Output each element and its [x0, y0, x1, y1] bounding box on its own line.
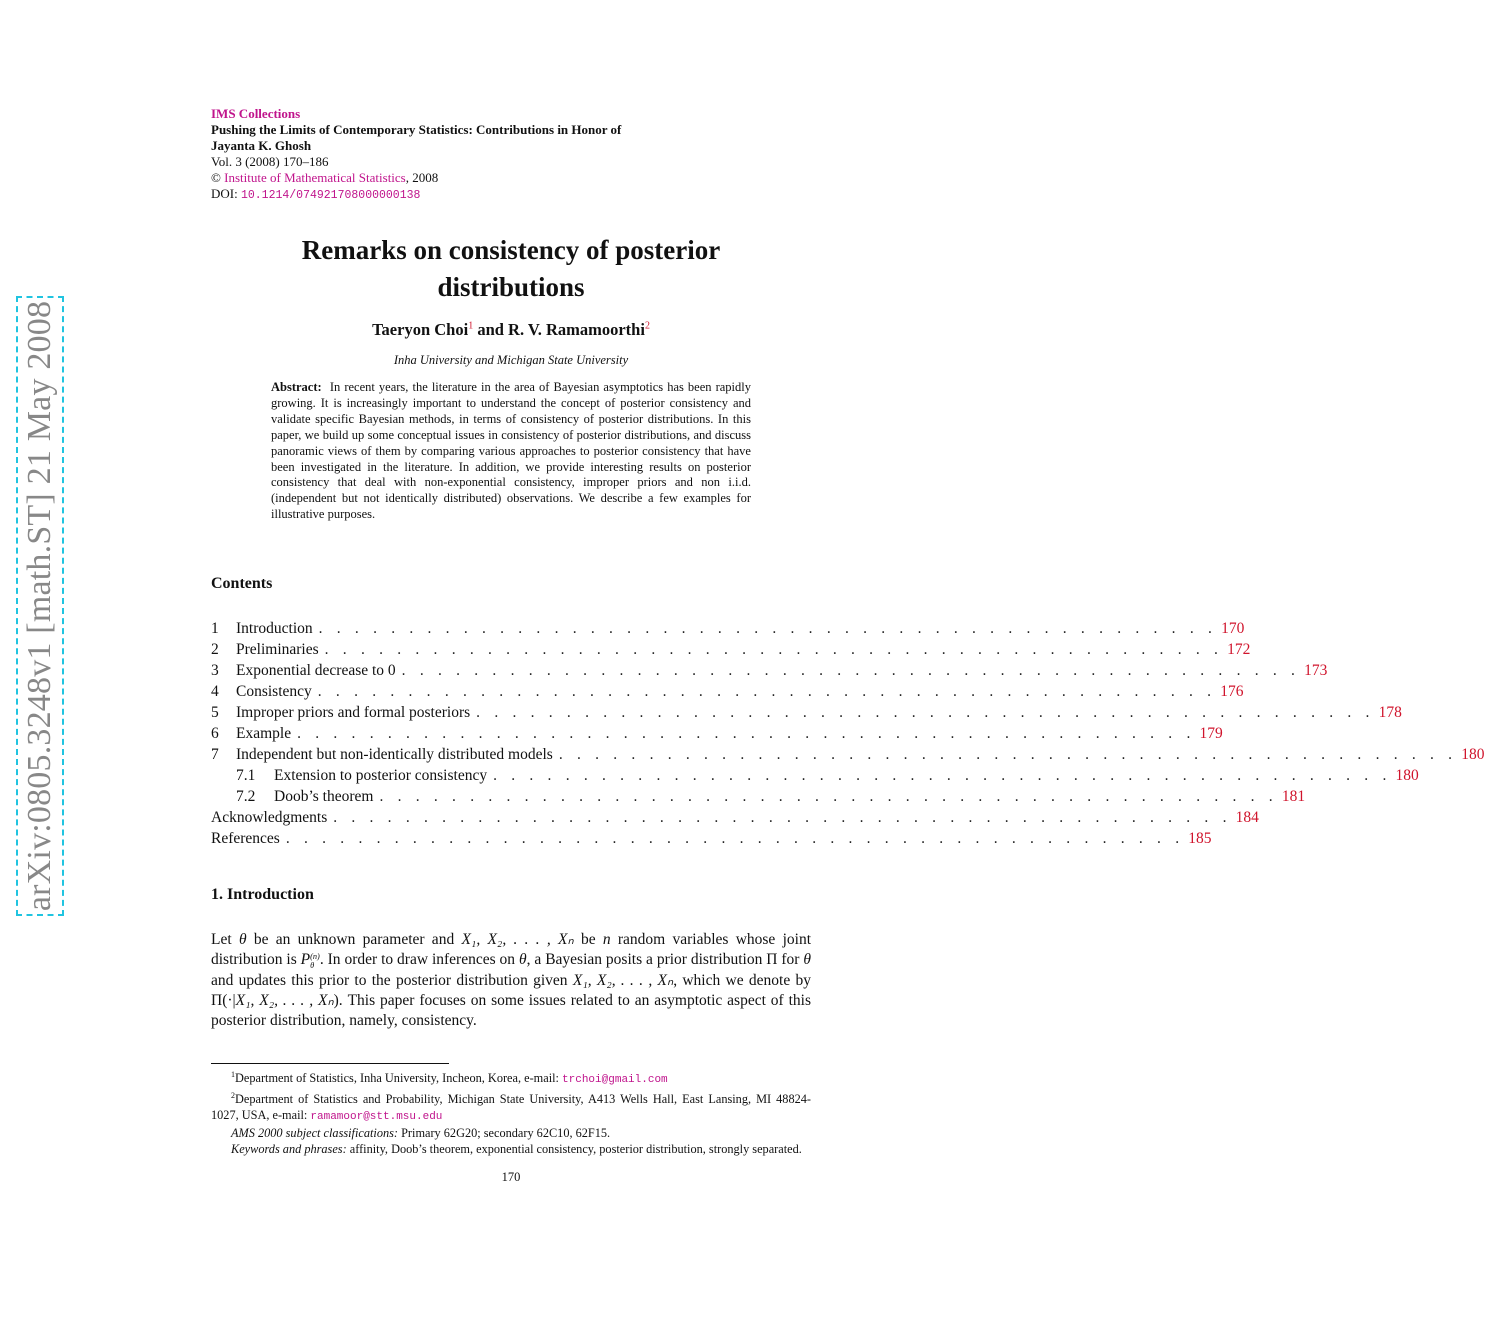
footnote-1	[211, 1067, 811, 1088]
toc-page-link[interactable]: 180	[1461, 746, 1485, 763]
toc-page-link[interactable]: 173	[1304, 662, 1328, 679]
title-line-1: Remarks on consistency of posterior	[301, 235, 721, 265]
arxiv-stamp	[16, 296, 64, 916]
volume-info: Vol. 3 (2008) 170–186	[211, 154, 329, 169]
footnote-text: Department of Statistics, Inha University, Incheon, Korea, e-mail:	[235, 1071, 563, 1086]
abstract-label: Abstract:	[271, 380, 322, 394]
toc-entry[interactable]	[211, 807, 1259, 828]
text-run: ). This paper focuses on some issues related to an asymptotic aspect of this posterior distribution, namely, consistency.	[211, 991, 811, 1030]
body-paragraph	[211, 930, 811, 1031]
toc-leader-dots: . . . . . . . . . . . . . . . . . . . . . . . . . . . . . . . . . . . . . . . . . . . . . . . . . .	[493, 767, 1392, 784]
copyright-icon: ©	[211, 170, 221, 185]
math-xs: X₁, X₂, . . . , Xₙ	[235, 991, 334, 1009]
title-line-2: distributions	[437, 272, 585, 302]
toc-page-link[interactable]: 179	[1199, 725, 1223, 742]
toc-leader-dots: . . . . . . . . . . . . . . . . . . . . . . . . . . . . . . . . . . . . . . . . . . . . . . . . . .	[379, 788, 1278, 805]
authors-and: and	[473, 320, 509, 339]
toc-subentry[interactable]	[211, 765, 1419, 786]
toc-number: 3	[211, 662, 219, 679]
toc-number: 7.2	[236, 788, 256, 805]
toc-title: Example	[236, 725, 292, 742]
toc-entry[interactable]	[211, 828, 1212, 849]
toc-leader-dots: . . . . . . . . . . . . . . . . . . . . . . . . . . . . . . . . . . . . . . . . . . . . . . . . . .	[317, 683, 1217, 700]
toc-leader-dots: . . . . . . . . . . . . . . . . . . . . . . . . . . . . . . . . . . . . . . . . . . . . . . . . . .	[333, 809, 1232, 826]
collection-name[interactable]: IMS Collections	[211, 106, 301, 121]
ams-text: Primary 62G20; secondary 62C10, 62F15.	[398, 1126, 611, 1141]
toc-leader-dots: . . . . . . . . . . . . . . . . . . . . . . . . . . . . . . . . . . . . . . . . . . . . . . . . . .	[401, 662, 1301, 679]
text-run: . In order to draw inferences on	[319, 951, 519, 969]
volume-title-line1: Pushing the Limits of Contemporary Statistics: Contributions in Honor of	[211, 122, 622, 137]
keywords	[211, 1141, 811, 1157]
abstract-text: In recent years, the literature in the area of Bayesian asymptotics has been rapidly growing. It is increasingly important to understand the concept of posterior consistency and validate specific Bayesian methods, in terms of consistency of posterior distributions. In this paper, we build up some conceptual issues in consistency of posterior distributions, and discuss panoramic views of them by comparing various approaches to posterior consistency that have been investigated in the literature. In addition, we provide interesting results on posterior consistency that deal with non-exponential consistency, improper priors and non i.i.d. (independent but not identically distributed) observations. We describe a few examples for illustrative purposes.	[271, 380, 752, 522]
contents-heading: Contents	[211, 575, 273, 592]
toc-title: Exponential decrease to 0	[236, 662, 396, 679]
text-run: be an unknown parameter and	[246, 931, 462, 948]
text-run: random variables whose joint distribution is	[211, 931, 811, 969]
toc-page-link[interactable]: 170	[1221, 620, 1245, 637]
toc-title: Extension to posterior consistency	[274, 767, 488, 784]
text-run: be	[573, 931, 603, 948]
copyright-line	[211, 170, 438, 186]
toc-number: 6	[211, 725, 219, 742]
toc-title: Consistency	[236, 683, 312, 700]
author-2: R. V. Ramamoorthi	[508, 320, 645, 339]
text-run: and updates this prior to the posterior distribution given	[211, 971, 573, 989]
toc-page-link[interactable]: 178	[1378, 704, 1402, 721]
toc-number: 7	[211, 746, 219, 763]
author-list	[211, 320, 811, 340]
toc-entry[interactable]	[211, 639, 1251, 660]
toc-page-link[interactable]: 181	[1281, 788, 1306, 805]
toc-title: Acknowledgments	[211, 809, 328, 826]
math-p: P	[300, 951, 311, 969]
ams-label: AMS 2000 subject classifications:	[231, 1126, 399, 1141]
toc-title: Improper priors and formal posteriors	[236, 704, 471, 721]
footnotes	[211, 1067, 811, 1157]
toc-page-link[interactable]: 176	[1220, 683, 1244, 700]
toc-subentry[interactable]	[211, 786, 1306, 807]
table-of-contents	[211, 618, 1485, 849]
toc-title: Independent but non-identically distributed models	[236, 746, 553, 763]
toc-title: References	[211, 830, 280, 847]
toc-title: Introduction	[236, 620, 313, 637]
toc-page-link[interactable]: 172	[1227, 641, 1251, 658]
toc-number: 1	[211, 620, 219, 637]
text-run: , which we denote by Π(·|	[211, 971, 811, 1009]
math-theta: θ	[238, 931, 247, 948]
doi-line	[211, 186, 420, 204]
toc-leader-dots: . . . . . . . . . . . . . . . . . . . . . . . . . . . . . . . . . . . . . . . . . . . . . . . . . .	[558, 746, 1458, 763]
toc-number: 2	[211, 641, 219, 658]
keywords-text: affinity, Doob’s theorem, exponential consistency, posterior distribution, strongly separated.	[346, 1142, 802, 1157]
footnote-2	[211, 1088, 811, 1125]
footnote-mark: 1	[231, 1070, 235, 1079]
math-theta: θ	[803, 951, 811, 969]
toc-entry[interactable]	[211, 681, 1244, 702]
ams-classification	[211, 1125, 811, 1141]
toc-number: 4	[211, 683, 219, 700]
toc-leader-dots: . . . . . . . . . . . . . . . . . . . . . . . . . . . . . . . . . . . . . . . . . . . . . . . . . .	[297, 725, 1196, 742]
math-xs: X₁, X₂, . . . , Xₙ	[572, 971, 674, 989]
toc-page-link[interactable]: 180	[1395, 767, 1419, 784]
toc-leader-dots: . . . . . . . . . . . . . . . . . . . . . . . . . . . . . . . . . . . . . . . . . . . . . . . . . .	[318, 620, 1218, 637]
email-link[interactable]: trchoi@gmail.com	[562, 1074, 668, 1087]
footnote-text: Department of Statistics and Probability, Michigan State University, A413 Wells Hall, East Lansing, MI 48824-1027, USA, e-mail:	[211, 1092, 811, 1123]
toc-entry[interactable]	[211, 618, 1245, 639]
email-link[interactable]: ramamoor@stt.msu.edu	[310, 1111, 443, 1124]
toc-leader-dots: . . . . . . . . . . . . . . . . . . . . . . . . . . . . . . . . . . . . . . . . . . . . . . . . . .	[285, 830, 1185, 847]
text-run: , a Bayesian posits a prior distribution Π for	[526, 951, 804, 969]
toc-leader-dots: . . . . . . . . . . . . . . . . . . . . . . . . . . . . . . . . . . . . . . . . . . . . . . . . . .	[476, 704, 1375, 721]
copyright-year: , 2008	[405, 170, 439, 185]
footnote-divider	[211, 1063, 449, 1064]
section-heading: 1. Introduction	[211, 886, 314, 903]
text-run: Let	[211, 931, 239, 948]
publisher-link[interactable]: Institute of Mathematical Statistics	[224, 170, 406, 185]
author-1-footnote-mark[interactable]: 1	[468, 320, 474, 332]
paper-title	[211, 232, 811, 306]
toc-entry[interactable]	[211, 723, 1223, 744]
math-p-sub: θ	[310, 961, 315, 971]
toc-number: 5	[211, 704, 219, 721]
keywords-label: Keywords and phrases:	[231, 1142, 347, 1157]
toc-page-link[interactable]: 184	[1235, 809, 1259, 826]
toc-entry[interactable]	[211, 744, 1485, 765]
toc-title: Doob’s theorem	[274, 788, 374, 805]
toc-leader-dots: . . . . . . . . . . . . . . . . . . . . . . . . . . . . . . . . . . . . . . . . . . . . . . . . . .	[324, 641, 1224, 658]
math-theta: θ	[518, 951, 527, 969]
arxiv-identifier: arXiv:0805.3248v1 [math.ST] 21 May 2008	[21, 300, 58, 912]
footnote-mark: 2	[231, 1091, 235, 1101]
author-2-footnote-mark[interactable]: 2	[644, 320, 650, 332]
doi-link[interactable]: 10.1214/074921708000000138	[240, 189, 421, 202]
toc-entry[interactable]	[211, 702, 1402, 723]
math-p-sup: (n)	[310, 952, 320, 962]
math-p-theta-n	[300, 951, 320, 971]
page-number: 170	[501, 1170, 521, 1184]
abstract	[271, 380, 751, 523]
math-n: n	[602, 931, 611, 948]
toc-number: 7.1	[236, 767, 256, 784]
math-xs: X₁, X₂, . . . , Xₙ	[461, 931, 574, 948]
toc-page-link[interactable]: 185	[1188, 830, 1212, 847]
volume-title-line2: Jayanta K. Ghosh	[211, 138, 312, 153]
doi-label: DOI:	[211, 186, 238, 201]
author-1: Taeryon Choi	[372, 320, 469, 339]
affiliation: Inha University and Michigan State University	[393, 353, 629, 367]
toc-entry[interactable]	[211, 660, 1328, 681]
toc-title: Preliminaries	[236, 641, 319, 658]
